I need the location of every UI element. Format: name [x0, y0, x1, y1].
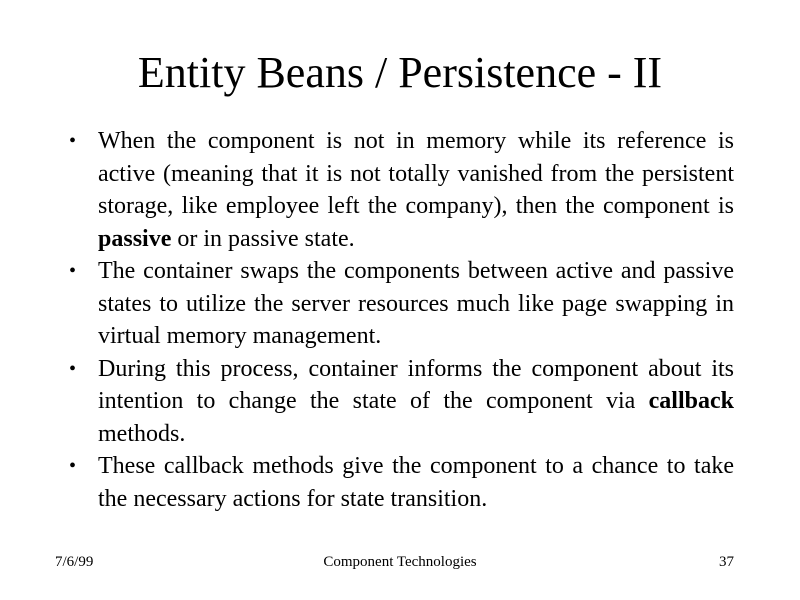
bullet-text: These callback methods give the component to a chance to take the necessary actions for state transition. [98, 453, 734, 512]
footer-date: 7/6/99 [55, 554, 94, 570]
bullet-text: methods. [98, 420, 186, 447]
bullet-text: or in passive state. [171, 225, 355, 252]
bullet-dot-icon: • [69, 455, 77, 477]
bullet-dot-icon: • [69, 260, 77, 282]
bullet-dot-icon: • [69, 130, 77, 152]
bullet-text: When the component is not in memory while its reference is active (meaning that it is not totally vanished from the persistent storage, like employee left the company), then the component is [98, 128, 734, 219]
bullet-text: The container swaps the components between active and passive states to utilize the server resources much like page swapping in virtual memory management. [98, 258, 734, 349]
bullet-item [66, 353, 734, 451]
bullet-item [66, 255, 734, 353]
bullet-bold-term: callback [648, 388, 734, 414]
footer-page-number: 37 [719, 554, 734, 570]
bullet-item [66, 125, 734, 255]
bullet-list [66, 125, 734, 515]
bullet-item [66, 450, 734, 515]
bullet-dot-icon: • [69, 357, 77, 380]
bullet-bold-term: passive [98, 225, 172, 252]
bullet-text: During this process, container informs the component about its intention to change the state of the component via [98, 355, 734, 414]
footer-title: Component Technologies [323, 554, 477, 570]
slide-title: Entity Beans / Persistence - II [137, 48, 663, 97]
